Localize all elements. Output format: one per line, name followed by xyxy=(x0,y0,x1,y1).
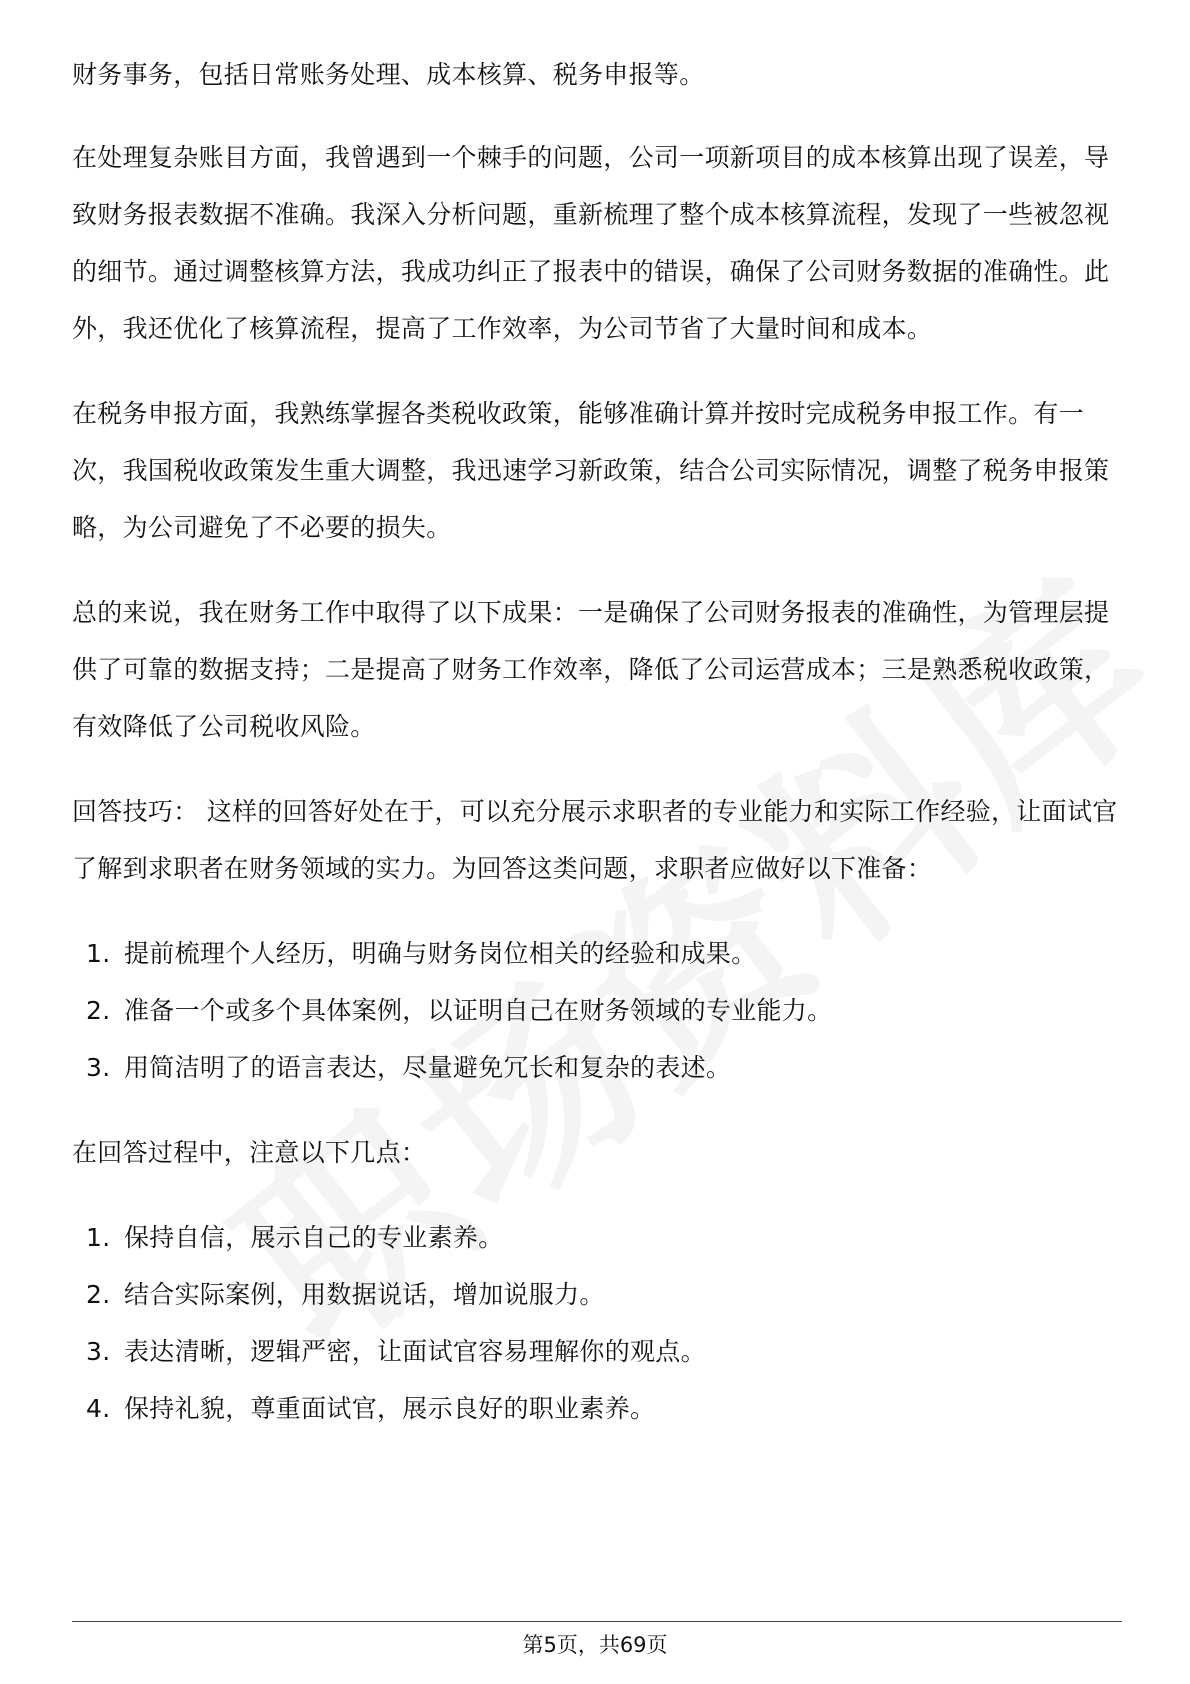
list-item xyxy=(72,1039,1122,1096)
list-item-text: 表达清晰，逻辑严密，让面试官容易理解你的观点。 xyxy=(124,1337,706,1366)
list-item-text: 保持自信，展示自己的专业素养。 xyxy=(124,1223,504,1252)
list-item-text: 提前梳理个人经历，明确与财务岗位相关的经验和成果。 xyxy=(124,939,757,968)
preparation-list xyxy=(72,925,1122,1096)
paragraph-answer-tips: 回答技巧： 这样的回答好处在于，可以充分展示求职者的专业能力和实际工作经验，让面试官了解到求职者在财务领域的实力。为回答这类问题，求职者应做好以下准备： xyxy=(72,797,1118,883)
list-item-number: 3. xyxy=(86,1337,111,1366)
document-body xyxy=(72,46,1122,1465)
list-item-number: 2. xyxy=(86,996,111,1025)
attention-list xyxy=(72,1209,1122,1437)
paragraph-tax-filing: 在税务申报方面，我熟练掌握各类税收政策，能够准确计算并按时完成税务申报工作。有一次，我国税收政策发生重大调整，我迅速学习新政策，结合公司实际情况，调整了税务申报策略，为公司避免了不必要的损失。 xyxy=(72,399,1110,542)
paragraph-attention-points: 在回答过程中，注意以下几点： xyxy=(72,1138,427,1167)
list-item-number: 1. xyxy=(86,939,111,968)
paragraph-intro-continuation: 财务事务，包括日常账务处理、成本核算、税务申报等。 xyxy=(72,60,705,89)
list-item-text: 结合实际案例，用数据说话，增加说服力。 xyxy=(124,1280,605,1309)
list-item-number: 1. xyxy=(86,1223,111,1252)
list-item xyxy=(72,982,1122,1039)
list-item xyxy=(72,1266,1122,1323)
paragraph-complex-accounts: 在处理复杂账目方面，我曾遇到一个棘手的问题，公司一项新项目的成本核算出现了误差，导致财务报表数据不准确。我深入分析问题，重新梳理了整个成本核算流程，发现了一些被忽视的细节。通过调整核算方法，我成功纠正了报表中的错误，确保了公司财务数据的准确性。此外，我还优化了核算流程，提高了工作效率，为公司节省了大量时间和成本。 xyxy=(72,143,1110,343)
list-item xyxy=(72,1323,1122,1380)
list-item xyxy=(72,1380,1122,1437)
list-item xyxy=(72,925,1122,982)
list-item-number: 2. xyxy=(86,1280,111,1309)
paragraph-summary: 总的来说，我在财务工作中取得了以下成果：一是确保了公司财务报表的准确性，为管理层提供了可靠的数据支持；二是提高了财务工作效率，降低了公司运营成本；三是熟悉税收政策，有效降低了公司税收风险。 xyxy=(72,598,1110,741)
list-item xyxy=(72,1209,1122,1266)
list-item-text: 准备一个或多个具体案例，以证明自己在财务领域的专业能力。 xyxy=(124,996,833,1025)
footer-divider xyxy=(72,1621,1122,1622)
list-item-number: 4. xyxy=(86,1394,111,1423)
list-item-text: 用简洁明了的语言表达，尽量避免冗长和复杂的表述。 xyxy=(124,1053,732,1082)
page-number: 第5页，共69页 xyxy=(522,1633,668,1657)
list-item-text: 保持礼貌，尊重面试官，展示良好的职业素养。 xyxy=(124,1394,656,1423)
list-item-number: 3. xyxy=(86,1053,111,1082)
